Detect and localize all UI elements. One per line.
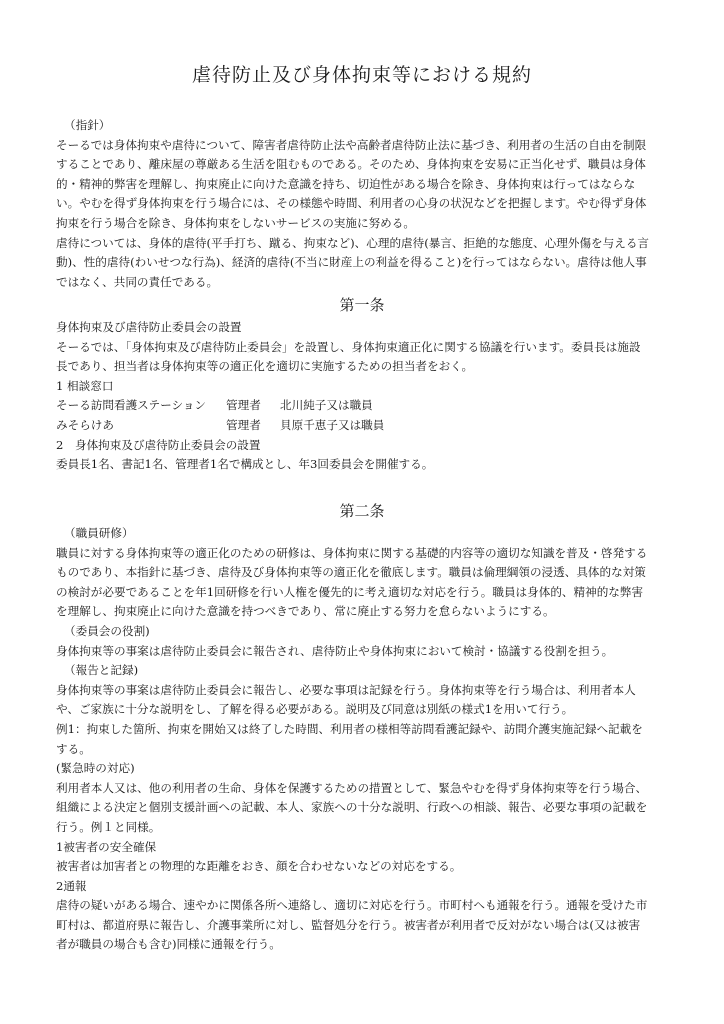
article1-line: 身体拘束及び虐待防止委員会の設置 bbox=[56, 320, 242, 334]
article2-line: 行う。例１と同様。 bbox=[56, 819, 161, 834]
article2-heading: 第二条 bbox=[339, 502, 385, 520]
article1-line: そーるでは、「身体拘束及び虐待防止委員会」を設置し、身体拘束適正化に関する協議を行います。委員長は施設 bbox=[56, 339, 641, 354]
contact-person: 北川純子又は職員 bbox=[280, 398, 373, 413]
article2-line: 町村は、都道府県に報告し、介護事業所に対し、監督処分を行う。被害者が利用者で反対がない場合は(又は被害 bbox=[56, 917, 641, 932]
article2-line: 組織による決定と個別支援計画への記載、本人、家族への十分な説明、行政への相談、報告、必要な事項の記載を bbox=[56, 800, 648, 815]
article2-line: や、ご家族に十分な説明をし、了解を得る必要がある。説明及び同意は別紙の様式1を用いて行う。 bbox=[56, 702, 574, 717]
article2-line: 例1：拘束した箇所、拘束を開始又は終了した時間、利用者の様相等訪問看護記録や、訪問介護実施記録へ記載を bbox=[56, 721, 643, 736]
article2-line: （職員研修） bbox=[64, 526, 134, 540]
article2-line: 1被害者の安全確保 bbox=[56, 839, 157, 854]
contact-place: みそらけあ bbox=[56, 417, 114, 432]
policy-line: 拘束を行う場合を除き、身体拘束をしないサービスの実施に努める。 bbox=[56, 215, 415, 230]
article2-line: ものであり、本指針に基づき、虐待及び身体拘束等の適正化を徹底します。職員は倫理綱領の浸透、具体的な対策 bbox=[56, 565, 646, 580]
policy-line: い。やむを得ず身体拘束を行う場合には、その様態や時間、利用者の心身の状況などを把握します。やむ得ず身体 bbox=[56, 196, 647, 211]
contact-person: 貝原千恵子又は職員 bbox=[280, 417, 385, 432]
policy-heading: （指針） bbox=[64, 118, 111, 132]
article1-section bbox=[56, 318, 676, 475]
contact-role: 管理者 bbox=[226, 398, 261, 413]
article1-line: 委員長1名、書記1名、管理者1名で構成とし、年3回委員会を開催する。 bbox=[56, 457, 434, 472]
policy-line: 虐待については、身体的虐待(平手打ち、蹴る、拘束など)、心理的虐待(暴言、拒絶的な態度、心理外傷を与える言 bbox=[56, 235, 650, 250]
policy-line: することであり、離床屋の尊厳ある生活を阻むものである。そのため、身体拘束を安易に正当化せず、職員は身体 bbox=[56, 157, 646, 172]
policy-line: ではなく、共同の責任である。 bbox=[56, 274, 219, 289]
article2-line: （委員会の役割) bbox=[64, 623, 150, 638]
policy-section bbox=[56, 116, 676, 292]
document-title: 虐待防止及び身体拘束等における規約 bbox=[191, 64, 532, 86]
article1-heading: 第一条 bbox=[339, 296, 385, 314]
article1-line: 2 身体拘束及び虐待防止委員会の設置 bbox=[56, 437, 261, 452]
contact-role: 管理者 bbox=[226, 417, 261, 432]
article2-line: する。 bbox=[56, 741, 91, 756]
article2-line: 身体拘束等の事案は虐待防止委員会に報告され、虐待防止や身体拘束において検討・協議する役割を担う。 bbox=[56, 643, 614, 658]
article2-line: （報告と記録) bbox=[64, 663, 139, 678]
article2-line: 被害者は加害者との物理的な距離をおき、顔を合わせないなどの対応をする。 bbox=[56, 859, 462, 874]
article1-line: 1 相談窓口 bbox=[56, 378, 114, 393]
article2-line: の検討が必要であることを年1回研修を行い人権を優先的に考え適切な対応を行う。職員は身体的、精神的な弊害 bbox=[56, 584, 644, 599]
article2-line: 虐待の疑いがある場合、速やかに関係各所へ連絡し、適切に対応を行う。市町村へも通報を行う。通報を受けた市 bbox=[56, 898, 648, 913]
article2-section bbox=[56, 524, 676, 955]
policy-line: そーるでは身体拘束や虐待について、障害者虐待防止法や高齢者虐待防止法に基づき、利用者の生活の自由を制限 bbox=[56, 137, 647, 152]
article2-line: 職員に対する身体拘束等の適正化のための研修は、身体拘束に関する基礎的内容等の適切な知識を普及・啓発する bbox=[56, 545, 648, 560]
policy-line: 的・精神的弊害を理解し、拘束廃止に向けた意識を持ち、切迫性がある場合を除き、身体拘束は行ってはならな bbox=[56, 176, 636, 191]
article1-line: 長であり、担当者は身体拘束等の適正化を適切に実施するための担当者をおく。 bbox=[56, 359, 474, 374]
article2-line: 身体拘束等の事案は虐待防止委員会に報告し、必要な事項は記録を行う。身体拘束等を行う場合は、利用者本人 bbox=[56, 682, 636, 697]
article2-line: 利用者本人又は、他の利用者の生命、身体を保護するための措置として、緊急やむを得ず身体拘束等を行う場合、 bbox=[56, 780, 648, 795]
contact-place: そーる訪問看護ステーション bbox=[56, 398, 207, 413]
article2-line: 2通報 bbox=[56, 878, 87, 893]
article2-line: を理解し、拘束廃止に向けた意識を持つべきであり、常に廃止する努力を怠らないようにする。 bbox=[56, 604, 555, 619]
contact-row bbox=[56, 396, 676, 416]
article2-line: 者が職員の場合も含む)同様に通報を行う。 bbox=[56, 937, 281, 952]
policy-line: 動)、性的虐待(わいせつな行為)、経済的虐待(不当に財産上の利益を得ること)を行ってはならない。虐待は他人事 bbox=[56, 255, 647, 270]
contact-row bbox=[56, 416, 676, 436]
article2-line: (緊急時の対応) bbox=[56, 761, 135, 776]
